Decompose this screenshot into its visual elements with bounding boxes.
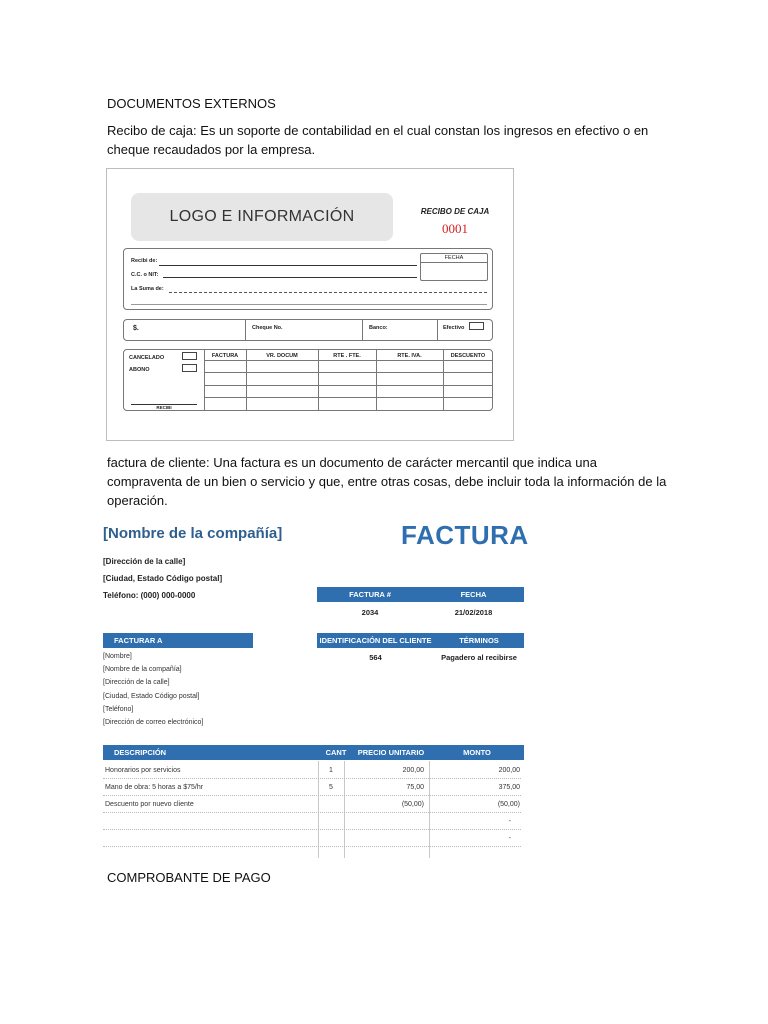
col-descuento: DESCUENTO: [450, 353, 486, 359]
efectivo-label: Efectivo: [443, 325, 465, 331]
table-header-line: [204, 360, 493, 361]
col-descripcion: DESCRIPCIÓN: [114, 748, 167, 757]
cancelado-label: CANCELADO: [129, 355, 165, 361]
abono-label: ABONO: [129, 367, 150, 373]
fecha-divider: [420, 262, 488, 263]
row-3-monto: (50,00): [497, 801, 520, 808]
phone: Teléfono: (000) 000-0000: [103, 591, 196, 600]
row-2-cant: 5: [329, 784, 333, 791]
cancelado-checkbox[interactable]: [182, 352, 197, 360]
logo-placeholder: LOGO E INFORMACIÓN: [131, 193, 393, 241]
items-col-line-1: [318, 761, 319, 858]
table-row-line-1: [204, 372, 493, 373]
recibo-title: RECIBO DE CAJA: [420, 207, 490, 216]
factura-image: [94, 516, 530, 858]
payment-divider-1: [245, 319, 246, 341]
items-row-line-2: [103, 795, 521, 796]
banco-label: Banco:: [369, 325, 388, 331]
terminos-label: TÉRMINOS: [459, 636, 499, 645]
la-suma-line: [169, 292, 487, 293]
city-state-zip: [Ciudad, Estado Código postal]: [103, 574, 223, 583]
row-1-cant: 1: [329, 767, 333, 774]
paragraph-factura-de-cliente: factura de cliente: Una factura es un documento de carácter mercantil que indica una compraventa de un bien o servicio y que, entre otras cosas, debe incluir toda la información de la operación.: [107, 455, 667, 508]
items-col-line-3: [429, 761, 430, 858]
paragraph-recibo-de-caja: Recibo de caja: Es un soporte de contabilidad en el cual constan los ingresos en efectivo o en cheque recaudados por la empresa.: [107, 123, 649, 157]
items-row-line-1: [103, 778, 521, 779]
payment-divider-2: [362, 319, 363, 341]
bill-to-city: [Ciudad, Estado Código postal]: [103, 693, 200, 700]
recibi-de-label: Recibi de:: [131, 258, 158, 264]
factura-num-value: 2034: [361, 608, 379, 617]
col-factura: FACTURA: [211, 353, 239, 359]
facturar-a-label: FACTURAR A: [114, 636, 163, 645]
row-1-precio: 200,00: [402, 767, 424, 774]
bill-to-company: [Nombre de la compañía]: [103, 666, 182, 673]
id-cliente-value: 564: [369, 653, 382, 662]
row-1-desc: Honorarios por servicios: [105, 767, 181, 774]
row-3-desc: Descuento por nuevo cliente: [105, 801, 194, 808]
abono-checkbox[interactable]: [182, 364, 197, 372]
col-precio-unitario: PRECIO UNITARIO: [357, 748, 425, 757]
peso-sign: $.: [133, 325, 139, 332]
row-4-monto: -: [508, 818, 511, 825]
items-row-line-5: [103, 846, 521, 847]
company-name: [Nombre de la compañía]: [103, 525, 283, 542]
payment-divider-3: [437, 319, 438, 341]
col-vr-docum: VR. DOCUM: [266, 353, 298, 359]
table-row-line-2: [204, 385, 493, 386]
efectivo-checkbox[interactable]: [469, 322, 484, 330]
row-1-monto: 200,00: [498, 767, 520, 774]
recibo-number: 0001: [442, 221, 468, 236]
la-suma-line-2: [131, 304, 487, 305]
recibi-de-line: [159, 265, 417, 266]
la-suma-label: La Suma de:: [131, 286, 164, 292]
cc-nit-line: [163, 277, 417, 278]
col-rte-iva: RTE. IVA.: [397, 353, 422, 359]
factura-num-label: FACTURA #: [349, 590, 391, 599]
heading-comprobante-de-pago: COMPROBANTE DE PAGO: [107, 870, 271, 885]
bill-to-phone: [Teléfono]: [103, 706, 134, 713]
bill-to-email: [Dirección de correo electrónico]: [103, 719, 204, 726]
heading-documentos-externos: DOCUMENTOS EXTERNOS: [107, 96, 276, 111]
items-row-line-3: [103, 812, 521, 813]
row-2-precio: 75,00: [406, 784, 424, 791]
firma-label: RECIBI: [156, 405, 172, 410]
street-address: [Dirección de la calle]: [103, 557, 186, 566]
items-row-line-4: [103, 829, 521, 830]
bill-to-name: [Nombre]: [103, 653, 132, 660]
items-col-line-2: [344, 761, 345, 858]
col-cant: CANT: [325, 748, 347, 757]
factura-title: FACTURA: [401, 520, 529, 550]
fecha-value: 21/02/2018: [454, 608, 493, 617]
row-5-monto: -: [508, 835, 511, 842]
fecha-label: FECHA: [444, 255, 464, 261]
col-monto: MONTO: [463, 748, 491, 757]
bill-to-street: [Dirección de la calle]: [103, 679, 170, 686]
fecha-label: FECHA: [460, 590, 487, 599]
table-row-line-3: [204, 397, 493, 398]
row-2-monto: 375,00: [498, 784, 520, 791]
cheque-no-label: Cheque No.: [252, 325, 283, 331]
recibo-de-caja-image: [106, 168, 514, 441]
id-cliente-label: IDENTIFICACIÓN DEL CLIENTE: [319, 636, 432, 645]
terminos-value: Pagadero al recibirse: [441, 653, 517, 662]
cc-nit-label: C.C. o NIT:: [131, 272, 159, 278]
row-2-desc: Mano de obra: 5 horas a $75/hr: [105, 784, 204, 791]
row-3-precio: (50,00): [401, 801, 424, 808]
col-rte-fte: RTE . FTE.: [333, 353, 361, 359]
